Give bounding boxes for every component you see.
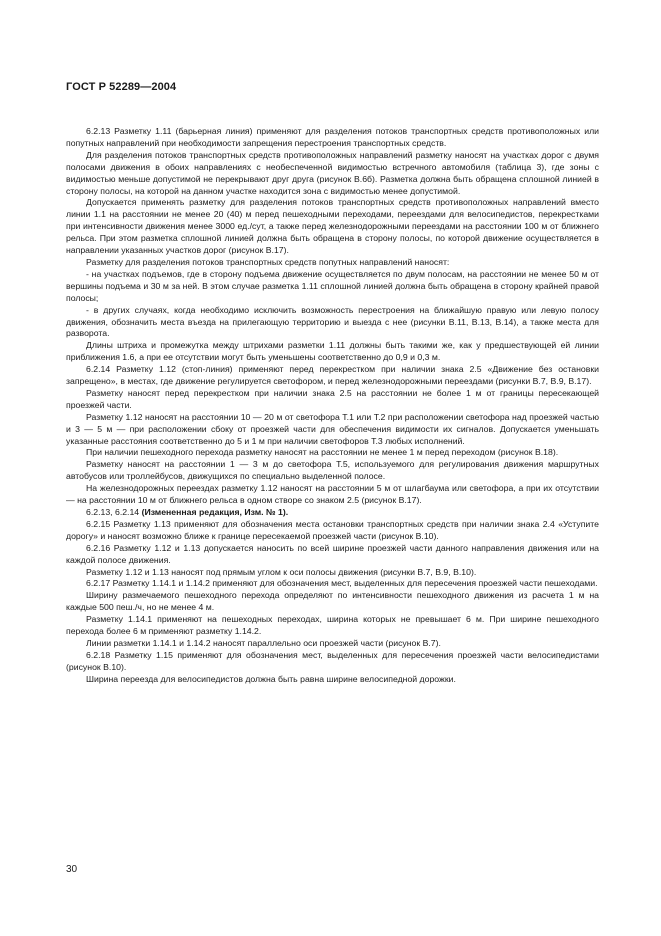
paragraph: Ширину размечаемого пешеходного перехода определяют по интенсивности пешеходного движения из расчета 1 м на каждые 500 пеш./ч, но не менее 4 м. bbox=[66, 590, 599, 613]
list-item: - на участках подъемов, где в сторону подъема движение осуществляется по двум полосам, на расстоянии не менее 50 м от вершины подъема и 30 м за ней. В этом случае разметка 1.11 сплошной линией должна быть обращена в сторону крайней правой полосы; bbox=[66, 268, 599, 303]
page-number: 30 bbox=[66, 864, 78, 875]
amendment-prefix: 6.2.13, 6.2.14 bbox=[86, 507, 142, 517]
paragraph: Длины штриха и промежутка между штрихами разметки 1.11 должны быть такими же, как у предшествующей ей линии приближения 1.6, а при ее отсутствии могут быть уменьшены соответственно до 0,9 и 0,3 м. bbox=[66, 340, 599, 363]
list-item: - в других случаях, когда необходимо исключить возможность перестроения на ближайшую правую или левую полосу движения, обозначить места въезда на прилегающую территорию и выезда с нее (рисунки В.11, В.13, В.14), а также места для разворота. bbox=[66, 304, 599, 339]
paragraph: На железнодорожных переездах разметку 1.12 наносят на расстоянии 5 м от шлагбаума или светофора, а при их отсутствии — на расстоянии 10 м от ближнего рельса в одном створе со знаком 2.5 (рисунок В.17). bbox=[66, 483, 599, 506]
paragraph: Разметку 1.12 наносят на расстоянии 10 — 20 м от светофора Т.1 или Т.2 при расположении светофора над проезжей частью и 3 — 5 м — при расположении сбоку от проезжей части для обеспечения видимости их сигналов. Допускается уменьшать указанные расстояния соответственно до 5 и 1 м при наличии светофоров Т.3 любых исполнений. bbox=[66, 411, 599, 446]
document-id-header: ГОСТ Р 52289—2004 bbox=[66, 81, 177, 93]
paragraph: 6.2.13 Разметку 1.11 (барьерная линия) применяют для разделения потоков транспортных средств противоположных или попутных направлений при необходимости запрещения перестроения транспортных средств. bbox=[66, 126, 599, 148]
paragraph: 6.2.14 Разметку 1.12 (стоп-линия) применяют перед перекрестком при наличии знака 2.5 «Движение без остановки запрещено», в местах, где движение регулируется светофором, и перед железнодорожными переездами (рисунки В.7, В.9, В.17). bbox=[66, 364, 599, 387]
paragraph: 6.2.18 Разметку 1.15 применяют для обозначения мест, выделенных для пересечения проезжей части велосипедистами (рисунок В.10). bbox=[66, 649, 599, 672]
paragraph: Разметку наносят перед перекрестком при наличии знака 2.5 на расстоянии не более 1 м от границы пересекающей проезжей части. bbox=[66, 387, 599, 410]
paragraph: Разметку 1.12 и 1.13 наносят под прямым углом к оси полосы движения (рисунки В.7, В.9, В.10). bbox=[86, 566, 477, 577]
paragraph: Ширина переезда для велосипедистов должна быть равна ширине велосипедной дорожки. bbox=[86, 673, 456, 684]
paragraph: Допускается применять разметку для разделения потоков транспортных средств противоположных направлений вместо линии 1.1 на расстоянии не менее 20 (40) м перед пешеходными переходами, переездами для велосипедистов, перекрестками при интенсивности движения менее 3000 ед./сут, а также перед железнодорожными переездами на расстоянии 100 м от ближнего рельса. При этом разметка сплошной линией должна быть обращена в сторону полосы, по которой движение осуществляется в направлении указанных участков дорог (рисунок В.17). bbox=[66, 197, 599, 256]
paragraph: Разметку для разделения потоков транспортных средств попутных направлений наносят: bbox=[86, 256, 450, 267]
paragraph: 6.2.15 Разметку 1.13 применяют для обозначения места остановки транспортных средств при наличии знака 2.4 «Уступите дорогу» и наносят возможно ближе к границе пересекаемой проезжей части (рисунок В.10). bbox=[66, 518, 599, 541]
paragraph: Для разделения потоков транспортных средств противоположных направлений разметку наносят на участках дорог с двумя полосами движения в обоих направлениях с необеспеченной видимостью встречного автомобиля (таблица 3), где зоны с видимостью меньше допустимой не перекрывают друг друга (рисунок В.6б). Разметка должна быть обращена сплошной линией в сторону полосы, на которой на данном участке находится зона с видимостью менее допустимой. bbox=[66, 149, 599, 196]
amendment-note bbox=[66, 507, 599, 519]
paragraph: Разметку наносят на расстоянии 1 — 3 м до светофора Т.5, используемого для регулирования движения маршрутных автобусов или троллейбусов, движущихся по специально выделенной полосе. bbox=[66, 459, 599, 482]
paragraph: Линии разметки 1.14.1 и 1.14.2 наносят параллельно оси проезжей части (рисунок В.7). bbox=[86, 637, 441, 648]
paragraph: При наличии пешеходного перехода разметку наносят на расстоянии не менее 1 м перед переходом (рисунок В.18). bbox=[86, 447, 559, 458]
paragraph: 6.2.17 Разметку 1.14.1 и 1.14.2 применяют для обозначения мест, выделенных для пересечения проезжей части пешеходами. bbox=[86, 578, 598, 589]
document-body bbox=[66, 126, 599, 686]
amendment-text: (Измененная редакция, Изм. № 1). bbox=[141, 507, 289, 517]
paragraph: Разметку 1.14.1 применяют на пешеходных переходах, ширина которых не превышает 6 м. При ширине пешеходного перехода более 6 м применяют разметку 1.14.2. bbox=[66, 614, 599, 637]
paragraph: 6.2.16 Разметку 1.12 и 1.13 допускается наносить по всей ширине проезжей части данного направления движения или на каждой полосе движения. bbox=[66, 542, 599, 565]
